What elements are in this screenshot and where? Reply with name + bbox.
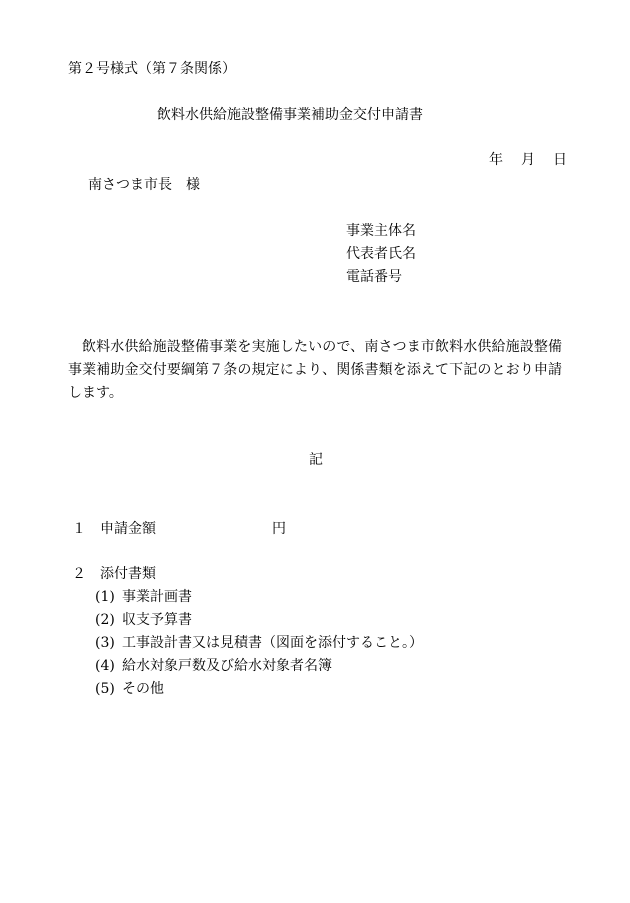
attachment-text: 給水対象戸数及び給水対象者名簿 xyxy=(122,658,332,674)
attachment-marker: (3) xyxy=(95,635,115,651)
attachment-text: 事業計画書 xyxy=(122,589,192,605)
attachment-text: 工事設計書又は見積書（図面を添付すること。） xyxy=(122,635,423,651)
attachment-item xyxy=(95,680,164,698)
attachment-text: その他 xyxy=(122,681,164,697)
attachment-item xyxy=(95,657,332,675)
attachment-item xyxy=(95,588,192,606)
date-year: 年 xyxy=(489,152,503,168)
item-label: 申請金額 xyxy=(100,521,156,537)
application-body-text: 飲料水供給施設整備事業を実施したいので、南さつま市飲料水供給施設整備事業補助金交付要綱第７条の規定により、関係書類を添えて下記のとおり申請します。 xyxy=(68,339,562,401)
amount-unit: 円 xyxy=(272,521,286,537)
form-number: 第２号様式（第７条関係） xyxy=(68,61,236,77)
item-number: １ xyxy=(72,521,86,537)
date-day: 日 xyxy=(553,152,567,168)
item-attachments xyxy=(72,565,156,583)
representative-label: 代表者氏名 xyxy=(346,246,416,262)
business-entity-label: 事業主体名 xyxy=(346,223,416,239)
attachment-item xyxy=(95,611,192,629)
document-title: 飲料水供給施設整備事業補助金交付申請書 xyxy=(157,107,423,123)
item-application-amount xyxy=(72,520,286,538)
item-label: 添付書類 xyxy=(100,566,156,582)
ki-heading: 記 xyxy=(309,452,323,468)
date-line xyxy=(489,151,567,169)
attachment-marker: (4) xyxy=(95,658,115,674)
attachment-marker: (2) xyxy=(95,612,115,628)
attachment-text: 収支予算書 xyxy=(122,612,192,628)
date-month: 月 xyxy=(521,152,535,168)
attachment-marker: (5) xyxy=(95,681,115,697)
attachment-item xyxy=(95,634,423,652)
phone-label: 電話番号 xyxy=(346,269,402,285)
attachment-marker: (1) xyxy=(95,589,115,605)
addressee: 南さつま市長 様 xyxy=(88,177,200,193)
item-number: ２ xyxy=(72,566,86,582)
